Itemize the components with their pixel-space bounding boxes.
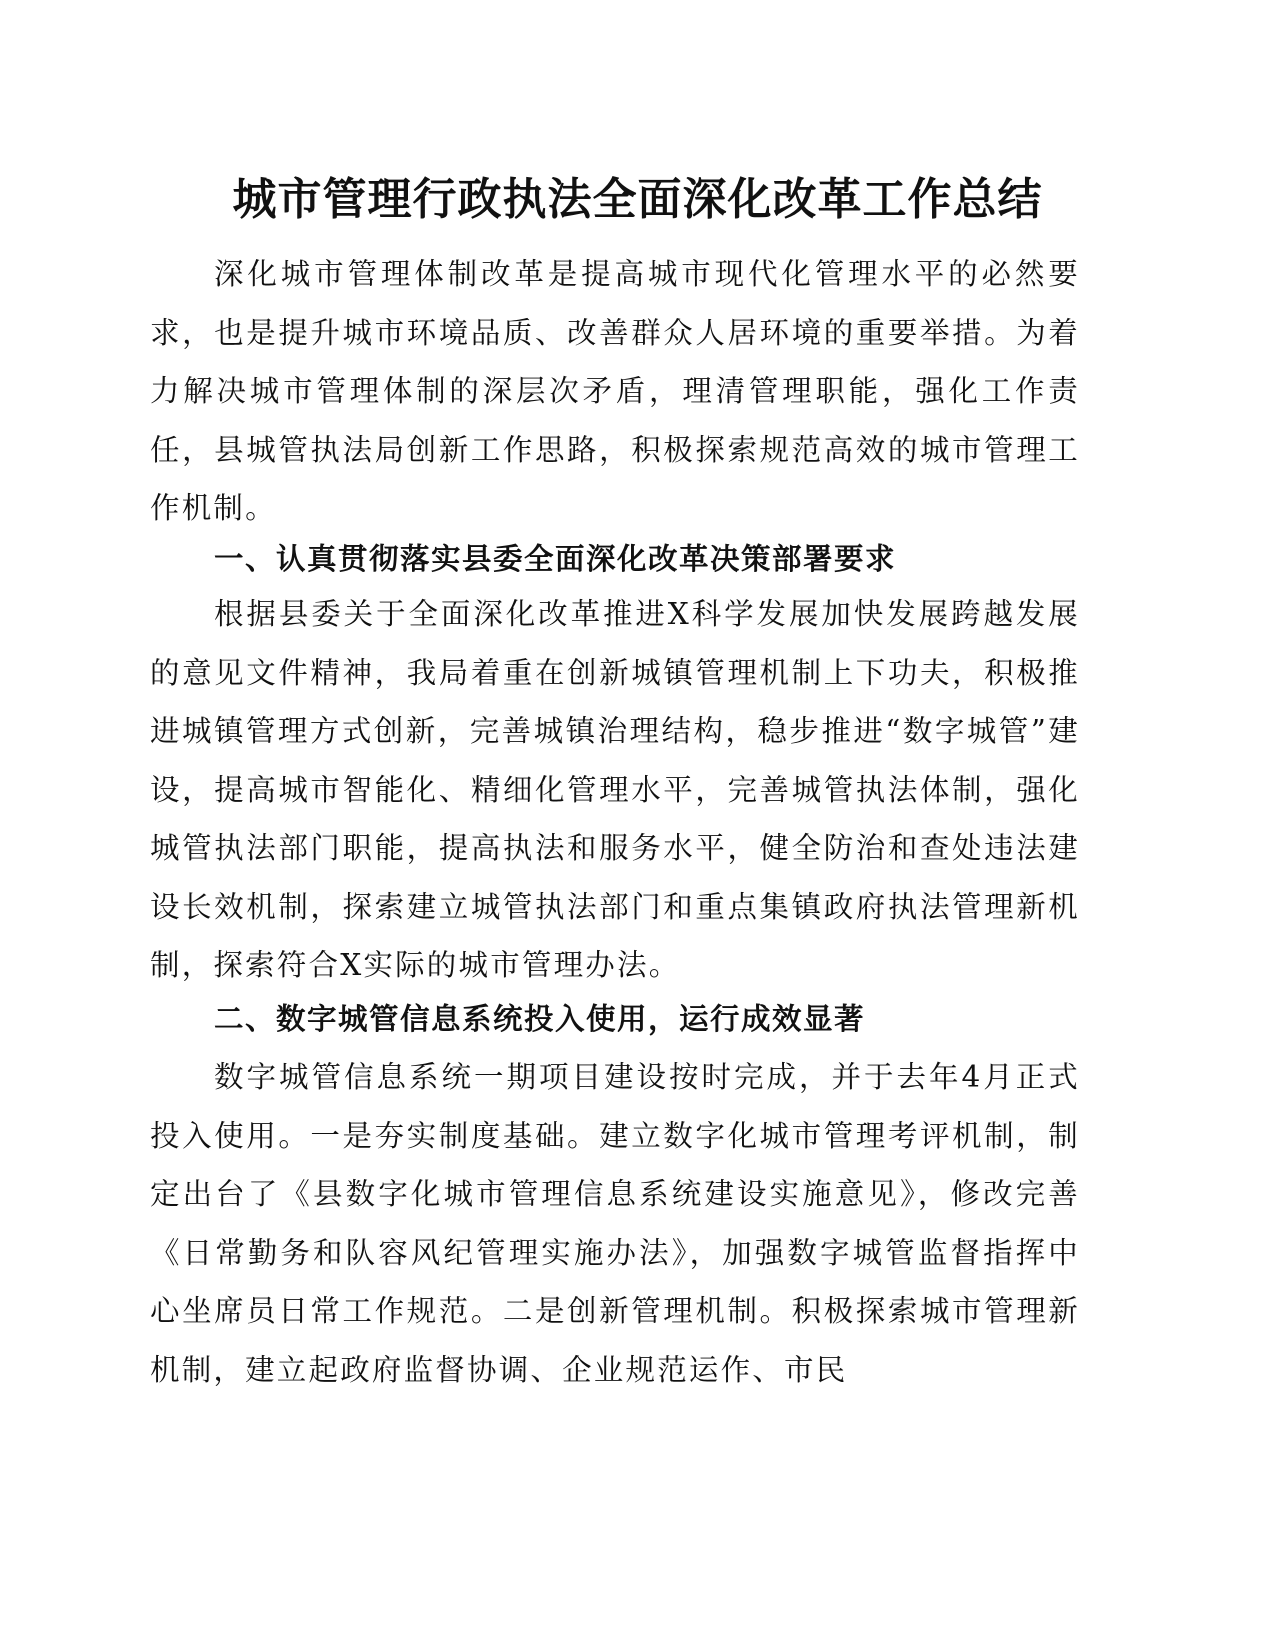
- section-heading-1: 一、认真贯彻落实县委全面深化改革决策部署要求: [214, 542, 897, 576]
- paragraph-section-1: 根据县委关于全面深化改革推进X科学发展加快发展跨越发展的意见文件精神，我局着重在创新城镇管理机制上下功夫，积极推进城镇管理方式创新，完善城镇治理结构，稳步推进“数字城管”建设，提高城市智能化、精细化管理水平，完善城管执法体制，强化城管执法部门职能，提高执法和服务水平，健全防治和查处违法建设长效机制，探索建立城管执法部门和重点集镇政府执法管理新机制，探索符合X实际的城市管理办法。: [150, 597, 1080, 982]
- paragraph-intro: 深化城市管理体制改革是提高城市现代化管理水平的必然要求，也是提升城市环境品质、改善群众人居环境的重要举措。为着力解决城市管理体制的深层次矛盾，理清管理职能，强化工作责任，县城管执法局创新工作思路，积极探索规范高效的城市管理工作机制。: [150, 257, 1080, 525]
- document-title: 城市管理行政执法全面深化改革工作总结: [232, 174, 1043, 225]
- paragraph-section-2: 数字城管信息系统一期项目建设按时完成，并于去年4月正式投入使用。一是夯实制度基础。建立数字化城市管理考评机制，制定出台了《县数字化城市管理信息系统建设实施意见》，修改完善《日常勤务和队容风纪管理实施办法》，加强数字城管监督指挥中心坐席员日常工作规范。二是创新管理机制。积极探索城市管理新机制，建立起政府监督协调、企业规范运作、市民: [150, 1060, 1080, 1387]
- section-heading-2: 二、数字城管信息系统投入使用，运行成效显著: [214, 1002, 866, 1036]
